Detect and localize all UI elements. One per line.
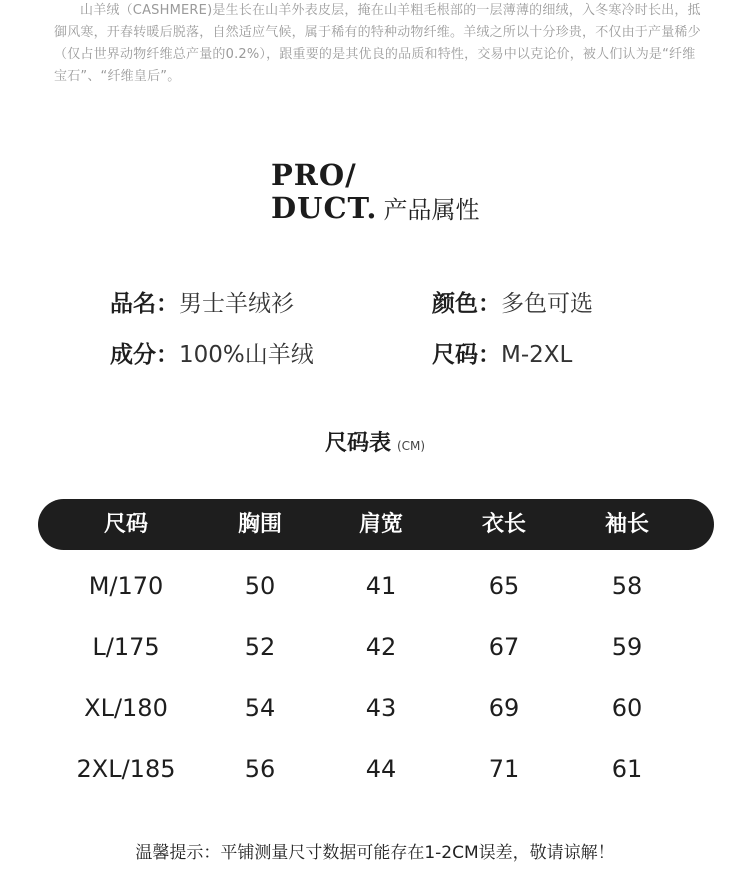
size-table-title: [0, 426, 750, 457]
table-cell: 50: [244, 572, 276, 600]
table-cell: 69: [488, 694, 520, 722]
table-cell: 42: [365, 633, 397, 661]
table-row: [38, 566, 714, 606]
attribute-size: [432, 335, 572, 375]
size-table-unit: (CM): [396, 439, 426, 453]
attribute-label: 尺码：: [432, 342, 501, 368]
table-row: [38, 749, 714, 789]
heading-pro: PRO/: [271, 158, 357, 192]
size-table-header: [38, 499, 714, 550]
table-cell: 43: [365, 694, 397, 722]
table-cell: L/175: [92, 633, 160, 661]
table-cell: XL/180: [84, 694, 168, 722]
table-row: [38, 627, 714, 667]
intro-text: [54, 0, 706, 88]
header-sleeve: 袖长: [604, 512, 649, 537]
table-cell: 67: [488, 633, 520, 661]
attribute-value: M-2XL: [501, 342, 573, 368]
header-length: 衣长: [481, 512, 526, 537]
measurement-note: 温馨提示：平铺测量尺寸数据可能存在1-2CM误差，敬请谅解！: [135, 843, 615, 863]
header-chest: 胸围: [237, 512, 282, 537]
attribute-name: [110, 284, 294, 324]
table-cell: 2XL/185: [76, 755, 176, 783]
intro-line-1: 山羊绒（CASHMERE)是生长在山羊外表皮层，掩在山羊粗毛根部的一层薄薄的细绒，入冬寒冷时长出，: [80, 3, 688, 18]
product-heading: [271, 160, 479, 230]
attribute-value: 多色可选: [501, 291, 593, 317]
table-cell: M/170: [88, 572, 164, 600]
attribute-material: [110, 335, 314, 375]
product-attributes: [0, 280, 750, 380]
heading-subtitle: 产品属性: [383, 196, 480, 224]
heading-duct: DUCT.: [271, 191, 378, 225]
table-cell: 59: [611, 633, 643, 661]
attribute-label: 品名：: [110, 291, 179, 317]
heading-duct-line: [271, 191, 479, 230]
size-table-title-text: 尺码表: [324, 431, 391, 456]
attribute-value: 男士羊绒衫: [179, 291, 294, 317]
table-cell: 52: [244, 633, 276, 661]
table-cell: 41: [365, 572, 397, 600]
attribute-color: [432, 284, 593, 324]
attribute-value: 100%山羊绒: [179, 342, 314, 368]
table-cell: 60: [611, 694, 643, 722]
attribute-label: 成分：: [110, 342, 179, 368]
table-cell: 61: [611, 755, 643, 783]
intro-line-rest: 抵御风寒，开春转暖后脱落，自然适应气候，属于稀有的特种动物纤维。羊绒之所以十分珍贵，不仅由于产量稀少（仅占世界动物纤维总产量的0.2%），跟重要的是其优良的品质和特性，交易中以克论价，被人们认为是“纤维宝石”、“纤维皇后”。: [54, 3, 701, 84]
intro-paragraph: [54, 0, 706, 88]
table-cell: 44: [365, 755, 397, 783]
table-cell: 58: [611, 572, 643, 600]
table-cell: 56: [244, 755, 276, 783]
header-size: 尺码: [103, 512, 148, 537]
attribute-label: 颜色：: [432, 291, 501, 317]
table-cell: 54: [244, 694, 276, 722]
table-cell: 71: [488, 755, 520, 783]
header-shoulder: 肩宽: [358, 512, 403, 537]
table-row: [38, 688, 714, 728]
table-cell: 65: [488, 572, 520, 600]
